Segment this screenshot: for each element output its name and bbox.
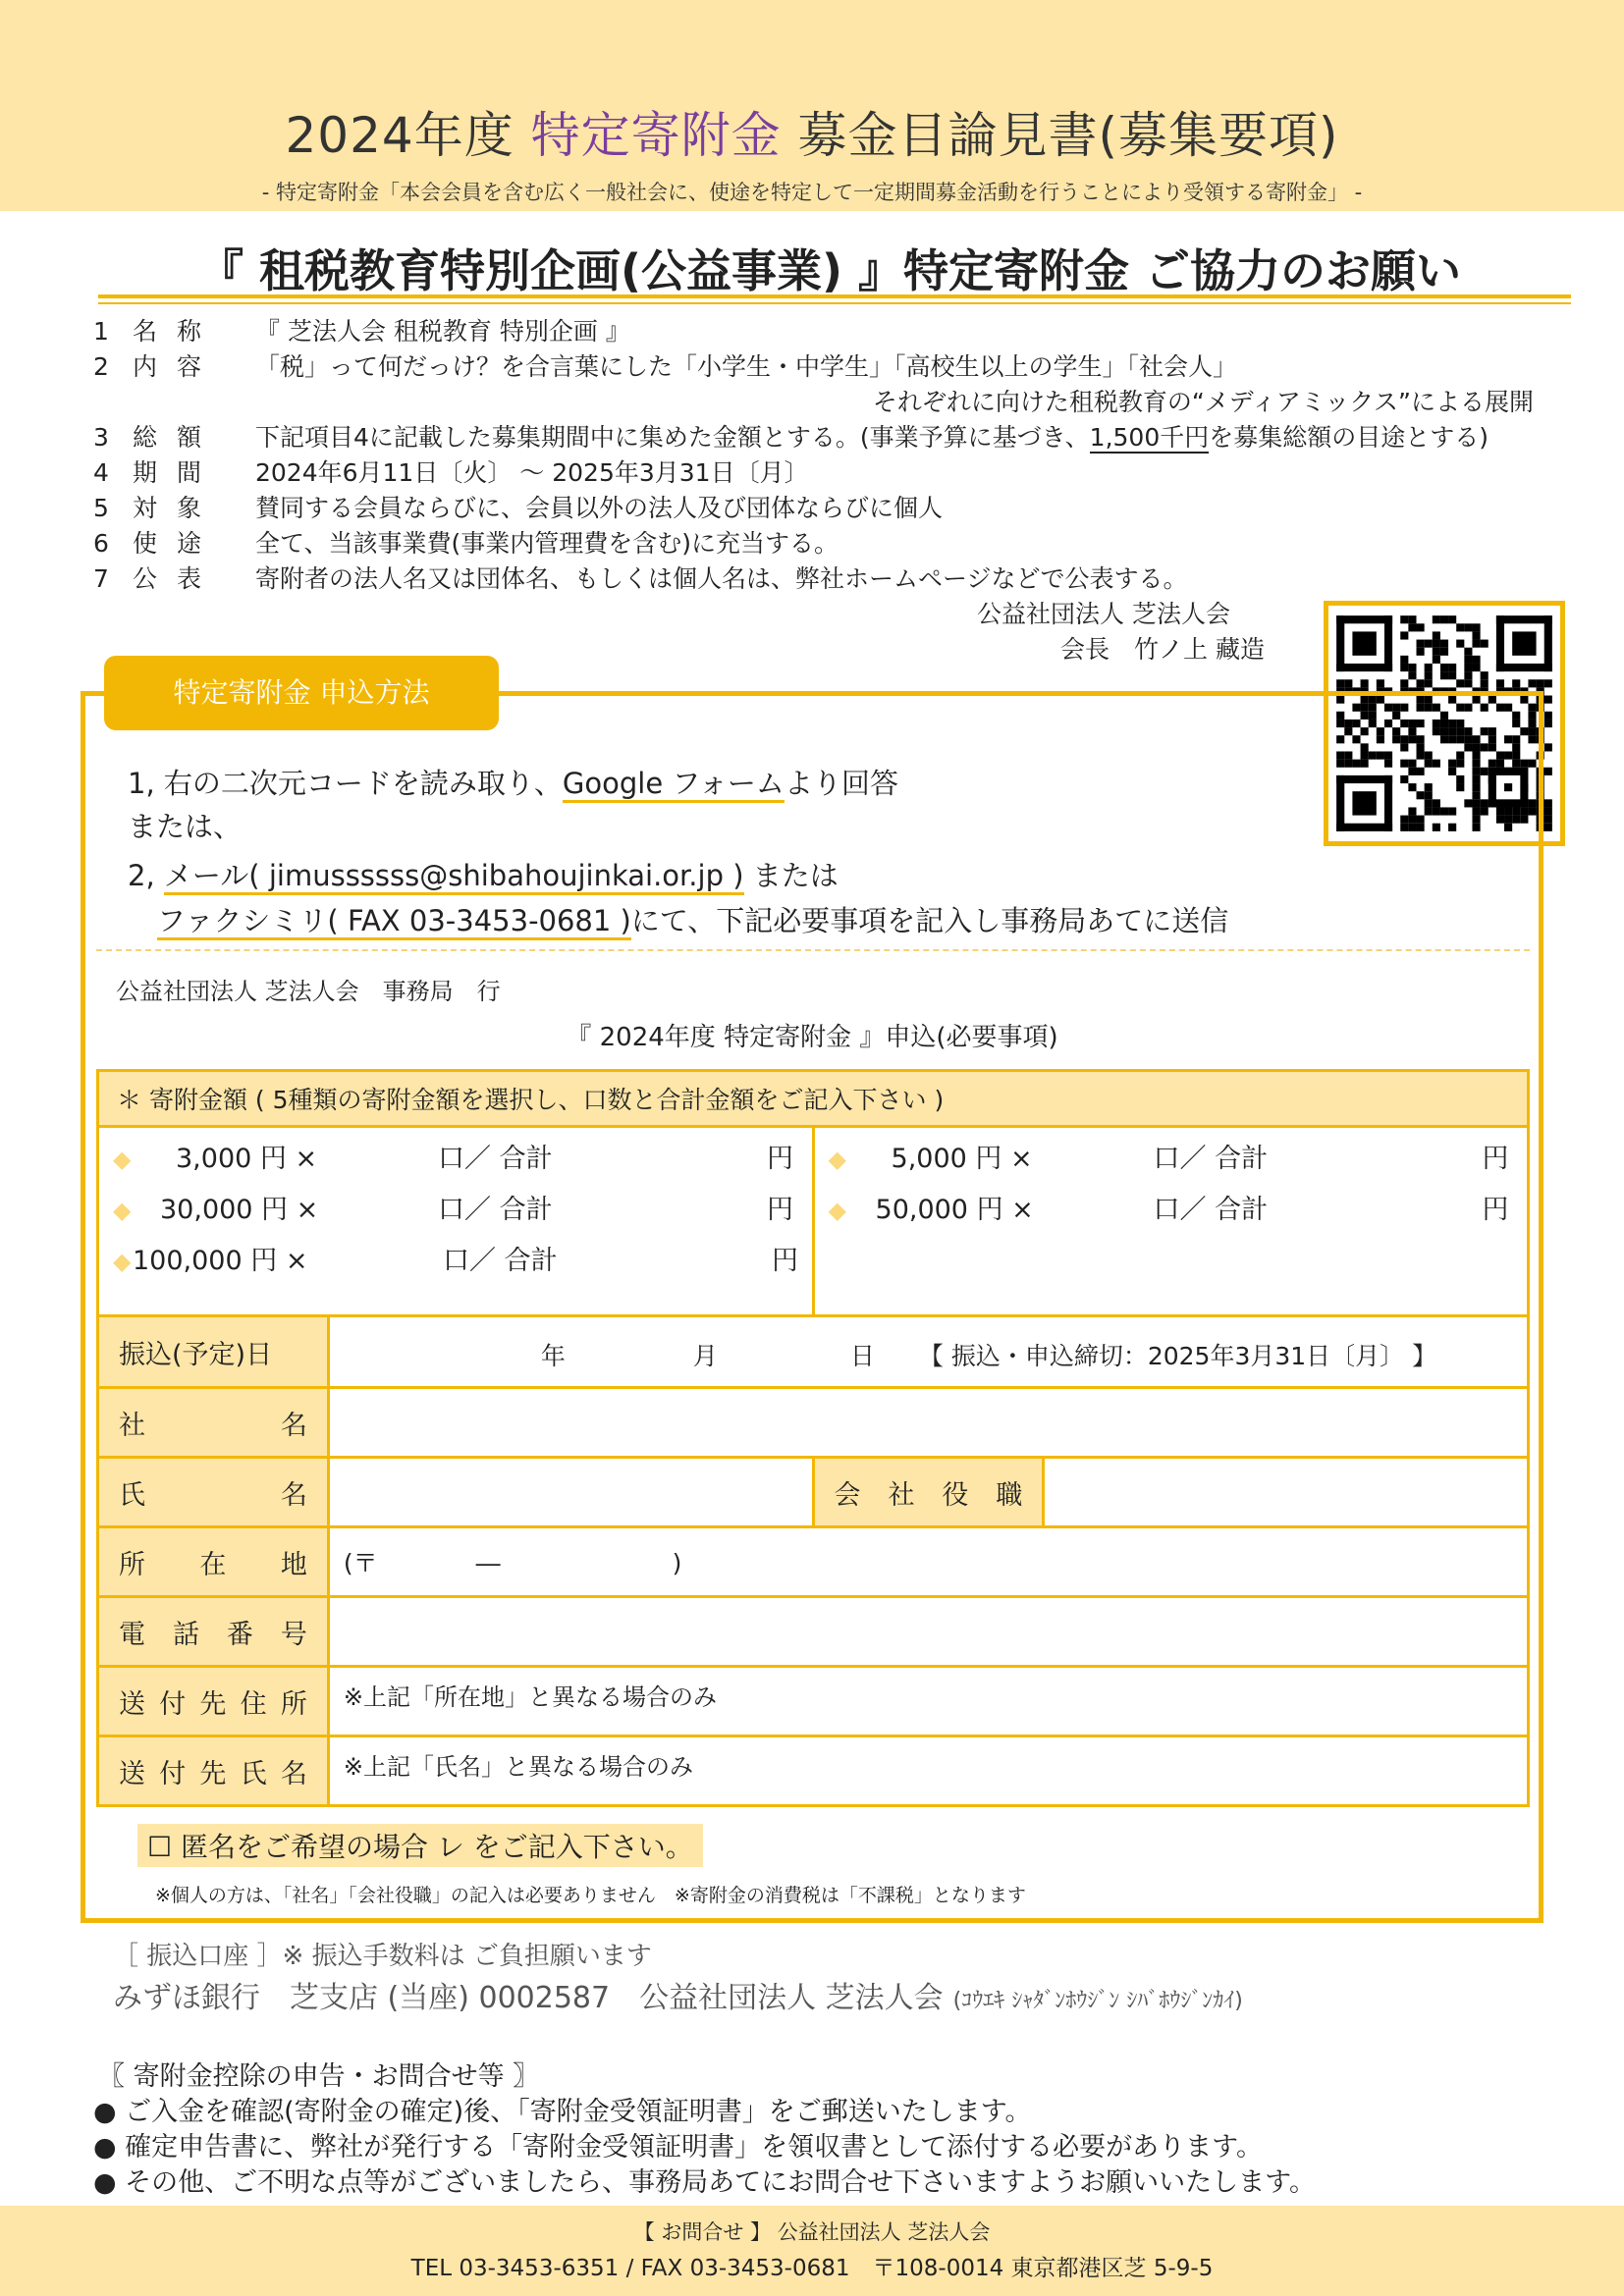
item-total: 3 総 額 下記項目4に記載した募集期間中に集めた金額とする。(事業予算に基づき、1,500千円を募集総額の目途とする): [93, 423, 1489, 452]
page-title: 2024年度 特定寄附金 募金目論見書(募集要項): [285, 107, 1339, 164]
date-label: 振込(予定)日: [98, 1316, 329, 1388]
footer-contact: 【 お問合せ 】 公益社団法人 芝法人会: [633, 2220, 991, 2244]
fax-number: ファクシミリ( FAX 03-3453-0681 ): [157, 904, 631, 940]
ship-name-label: 送付先氏名: [98, 1736, 329, 1806]
bank-account: みずほ銀行 芝支店 (当座) 0002587 公益社団法人 芝法人会 (ｺｳｴｷ ｼｬﾀﾞﾝﾎｳｼﾞﾝ ｼﾊﾞﾎｳｼﾞﾝｶｲ): [113, 1981, 1243, 2015]
bank-heading: ［ 振込口座 ］※ 振込手数料は ご負担願います: [113, 1942, 652, 1971]
position-field[interactable]: [1044, 1458, 1529, 1527]
item-target: 5 対 象 賛同する会員ならびに、会員以外の法人及び団体ならびに個人: [93, 494, 944, 522]
divider: [96, 949, 1530, 951]
phone-label: 電 話 番 号: [98, 1597, 329, 1667]
name-field[interactable]: [328, 1458, 813, 1527]
ship-name-field[interactable]: ※上記「氏名」と異なる場合のみ: [328, 1736, 1528, 1806]
method-line-2: 2, メール( jimussssss@shibahoujinkai.or.jp ) または: [128, 854, 839, 894]
ship-address-field[interactable]: ※上記「所在地」と異なる場合のみ: [328, 1667, 1528, 1736]
method-tab: 特定寄附金 申込方法: [104, 656, 499, 730]
amount-option[interactable]: ◆ 3,000 円 × 口／ 合計 円: [99, 1134, 812, 1185]
amount-option[interactable]: ◆ 50,000 円 × 口／ 合計 円: [815, 1185, 1527, 1236]
page-subtitle: - 特定寄附金「本会会員を含む広く一般社会に、使途を特定して一定期間募金活動を行うことにより受領する寄附金」 -: [261, 181, 1363, 204]
deduction-bullet: ● その他、ご不明な点等がございましたら、事務局あてにお問合せ下さいますようお願いいたします。: [93, 2167, 1316, 2198]
position-label: 会 社 役 職: [813, 1458, 1044, 1527]
addressee: 公益社団法人 芝法人会 事務局 行: [116, 978, 501, 1005]
amount-left-cell: [98, 1127, 814, 1316]
deadline-note: 【 振込・申込締切：2025年3月31日〔月〕 】: [918, 1342, 1437, 1370]
item-use: 6 使 途 全て、当該事業費(事業内管理費を含む)に充当する。: [93, 529, 839, 558]
footer-address: TEL 03-3453-6351 / FAX 03-3453-0681 〒108-0014 東京都港区芝 5-9-5: [410, 2256, 1214, 2281]
google-form-link[interactable]: Google フォーム: [563, 767, 785, 803]
amount-option[interactable]: ◆ 30,000 円 × 口／ 合計 円: [99, 1185, 812, 1236]
method-line-1: 1, 右の二次元コードを読み取り、Google フォームより回答: [128, 762, 898, 802]
address-field[interactable]: (〒 ― ): [328, 1527, 1528, 1597]
headline: 『 租税教育特別企画(公益事業) 』特定寄附金 ご協力のお願い: [197, 244, 1462, 297]
deduction-bullet: ● ご入金を確認(寄附金の確定)後、「寄附金受領証明書」をご郵送いたします。: [93, 2097, 1032, 2127]
company-field[interactable]: [328, 1388, 1528, 1458]
item-period: 4 期 間 2024年6月11日〔火〕 ～ 2025年3月31日〔月〕: [93, 458, 809, 487]
deduction-heading: 〖 寄附金控除の申告・お問合せ等 〗: [98, 2061, 540, 2092]
date-field[interactable]: 年 月 日 【 振込・申込締切：2025年3月31日〔月〕 】: [328, 1316, 1528, 1388]
item-content: 2 内 容 「税」って何だっけ？を合言葉にした「小学生・中学生」「高校生以上の学生」「社会人」: [93, 352, 1238, 381]
method-or: または、: [128, 810, 243, 843]
ship-address-label: 送付先住所: [98, 1667, 329, 1736]
amount-right-cell: [813, 1127, 1528, 1316]
diamond-icon: ◆: [113, 1146, 132, 1173]
item-name: 1 名 称 『 芝法人会 租税教育 特別企画 』: [93, 317, 630, 346]
item-content-cont: それぞれに向けた租税教育の“メディアミックス”による展開: [872, 388, 1534, 416]
diamond-icon: ◆: [828, 1197, 846, 1224]
company-label: 社 名: [98, 1388, 329, 1458]
amount-option[interactable]: ◆ 5,000 円 × 口／ 合計 円: [815, 1134, 1527, 1185]
anonymous-checkbox[interactable]: ☐ 匿名をご希望の場合 レ をご記入下さい。: [137, 1824, 703, 1867]
title-highlight: 特定寄附金: [530, 107, 782, 164]
signature-person: 会長 竹ノ上 藏造: [1060, 635, 1265, 664]
application-form: [96, 1069, 1530, 1807]
method-line-3: ファクシミリ( FAX 03-3453-0681 )にて、下記必要事項を記入し事務局あてに送信: [157, 899, 1228, 939]
small-note: ※個人の方は、「社名」「会社役職」の記入は必要ありません ※寄附金の消費税は「不課税」となります: [155, 1885, 1026, 1906]
headline-underline: [98, 294, 1571, 304]
diamond-icon: ◆: [113, 1197, 132, 1224]
deduction-bullet: ● 確定申告書に、弊社が発行する「寄附金受領証明書」を領収書として添付する必要があります。: [93, 2132, 1263, 2163]
amount-header: ＊ 寄附金額 ( 5種類の寄附金額を選択し、口数と合計金額をご記入下さい ): [98, 1071, 1529, 1127]
signature-org: 公益社団法人 芝法人会: [977, 600, 1230, 628]
item-publication: 7 公 表 寄附者の法人名又は団体名、もしくは個人名は、弊社ホームページなどで公表する。: [93, 564, 1188, 593]
phone-field[interactable]: [328, 1597, 1528, 1667]
email-link[interactable]: メール( jimussssss@shibahoujinkai.or.jp ): [164, 859, 744, 895]
amount-option[interactable]: ◆ 100,000 円 × 口／ 合計 円: [99, 1236, 812, 1287]
diamond-icon: ◆: [113, 1248, 132, 1275]
form-title: 『 2024年度 特定寄附金 』申込(必要事項): [566, 1023, 1058, 1052]
diamond-icon: ◆: [828, 1146, 846, 1173]
name-label: 氏 名: [98, 1458, 329, 1527]
address-label: 所 在 地: [98, 1527, 329, 1597]
